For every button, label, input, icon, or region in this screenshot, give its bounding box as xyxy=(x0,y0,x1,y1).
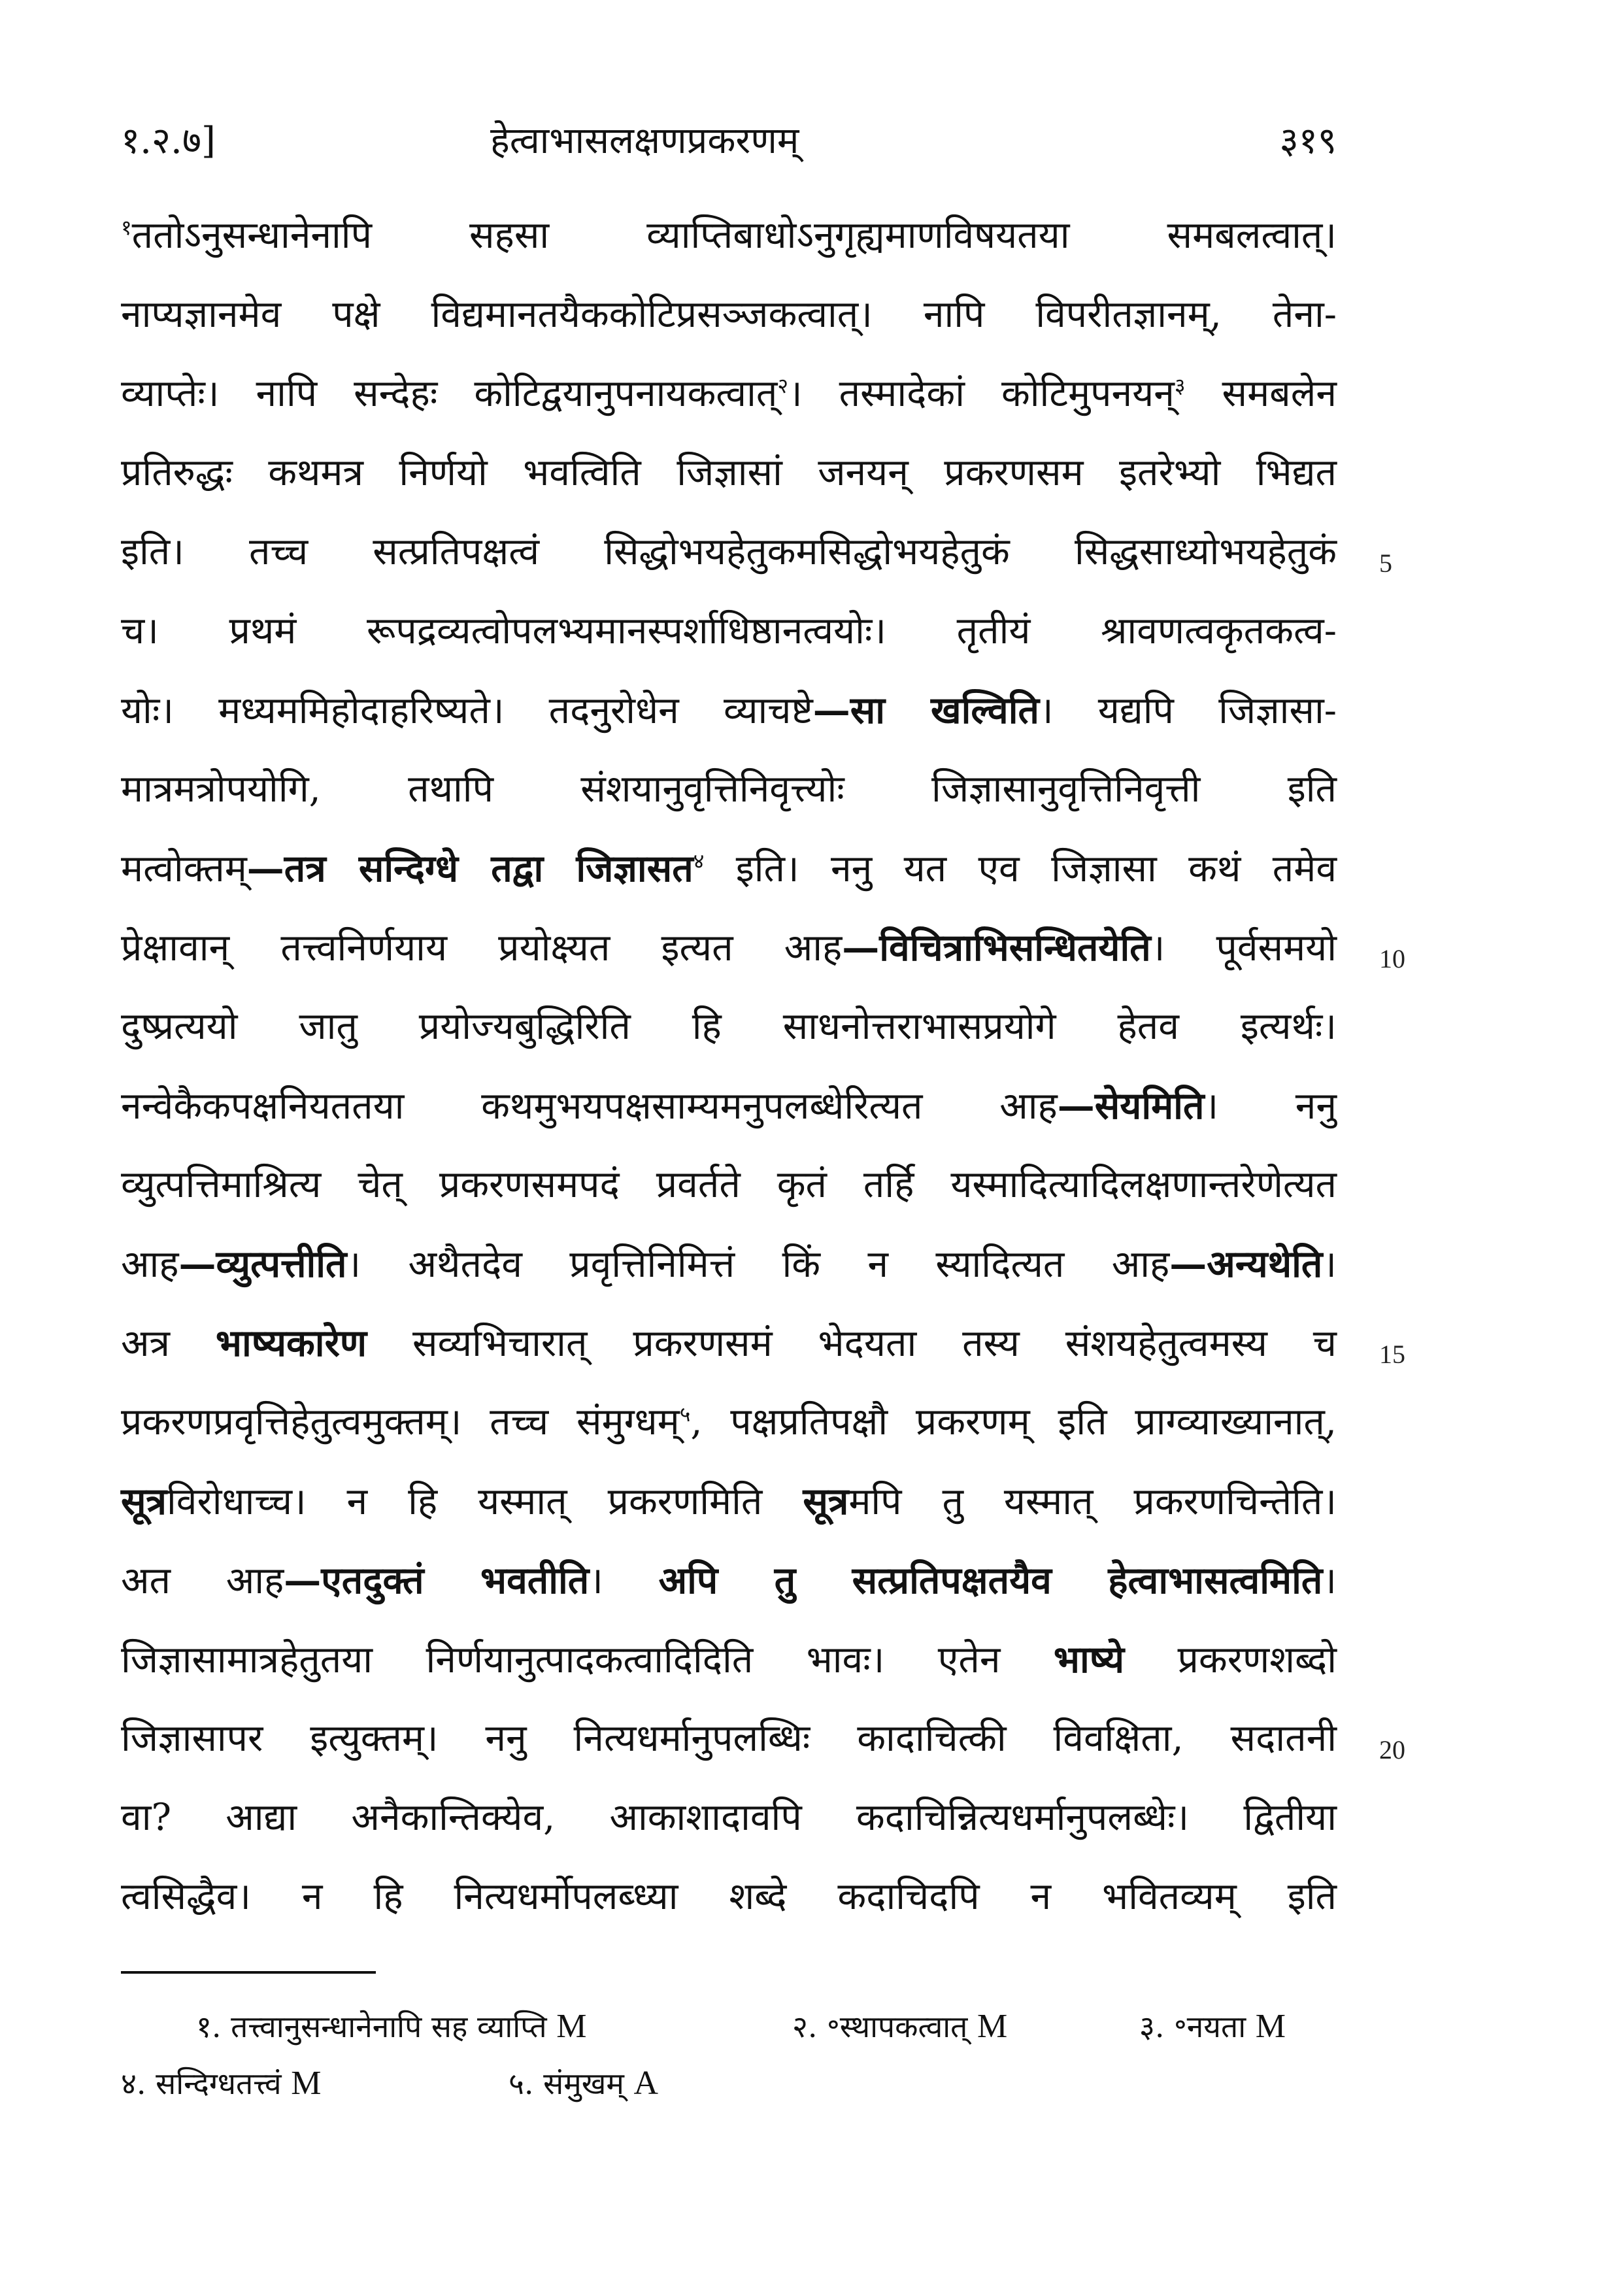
text-segment: । xyxy=(1322,1243,1337,1286)
text-segment: आह xyxy=(121,1243,179,1286)
chapter-title: हेत्वाभासलक्षणप्रकरणम् xyxy=(490,120,799,162)
footnote-text: २. ॰स्थापकत्वात् xyxy=(792,2009,968,2044)
text-segment: मपि तु यस्मात् प्रकरणचिन्तेति। xyxy=(848,1480,1337,1523)
line-number-10: 10 xyxy=(1379,944,1405,973)
text-segment: त्वसिद्धैव। न हि नित्यधर्मोपलब्ध्या शब्दे कदाचिदपि न भवितव्यम् इति xyxy=(121,1875,1337,1918)
text-line xyxy=(121,908,1337,987)
text-segment: । ननु xyxy=(1204,1085,1337,1128)
quoted-sutra-text: भाष्ये xyxy=(1053,1638,1125,1681)
quoted-sutra-text: —सेयमिति xyxy=(1057,1084,1205,1128)
text-line xyxy=(121,1224,1337,1304)
manuscript-siglum: A xyxy=(633,2065,659,2102)
text-segment: इति। ननु यत एव जिज्ञासा कथं तमेव xyxy=(704,847,1337,890)
text-segment: । यद्यपि जिज्ञासा- xyxy=(1039,689,1337,732)
footnote-3 xyxy=(1139,2006,1286,2046)
text-segment: प्रकरणशब्दो xyxy=(1124,1638,1337,1681)
text-segment: दुष्प्रत्ययो जातु प्रयोज्यबुद्धिरिति हि साधनोत्तराभासप्रयोगे हेतव इत्यर्थः। xyxy=(121,1005,1337,1048)
text-line xyxy=(121,1066,1337,1145)
text-segment: व्युत्पत्तिमाश्रित्य चेत् प्रकरणसमपदं प्रवर्तते कृतं तर्हि यस्मादित्यादिलक्षणान्तरेणेत्यत xyxy=(121,1163,1337,1206)
text-segment: , पक्षप्रतिपक्षौ प्रकरणम् इति प्राग्व्याख्यानात्, xyxy=(690,1400,1337,1443)
text-segment: अत आह xyxy=(121,1559,284,1602)
footnote-text: ४. सन्दिग्धतत्त्वं xyxy=(121,2066,282,2101)
text-segment: मत्वोक्तम् xyxy=(121,847,247,890)
quoted-sutra-text: —व्युत्पत्तीति xyxy=(178,1242,347,1286)
text-line xyxy=(121,513,1337,592)
text-line xyxy=(121,829,1337,908)
quoted-sutra-text: —एतदुक्तं भवतीति xyxy=(284,1559,590,1602)
text-line xyxy=(121,1699,1337,1778)
footnote-1 xyxy=(196,2006,587,2046)
text-segment: प्रतिरुद्धः कथमत्र निर्णयो भवत्विति जिज्ञासां जनयन् प्रकरणसम इतरेभ्यो भिद्यत xyxy=(121,451,1337,494)
text-segment: । xyxy=(1322,1559,1337,1602)
page-number: ३१९ xyxy=(1279,120,1337,162)
text-segment: च। प्रथमं रूपद्रव्यत्वोपलभ्यमानस्पर्शाधिष्ठानत्वयोः। तृतीयं श्रावणत्वकृतकत्व- xyxy=(121,609,1337,652)
text-line xyxy=(121,671,1337,750)
text-segment: । अथैतदेव प्रवृत्तिनिमित्तं किं न स्यादित्यत आह xyxy=(346,1243,1170,1286)
footnote-marker: ४ xyxy=(693,849,705,873)
quoted-sutra-text: सूत्र xyxy=(121,1479,167,1523)
footnote-marker: ५ xyxy=(679,1402,691,1427)
text-segment: व्याप्तेः। नापि सन्देहः कोटिद्वयानुपनायकत्वात् xyxy=(121,372,778,415)
text-segment: मात्रमत्रोपयोगि, तथापि संशयानुवृत्तिनिवृत्त्योः जिज्ञासानुवृत्तिनिवृत्ती इति xyxy=(121,768,1337,811)
text-segment: सव्यभिचारात् प्रकरणसमं भेदयता तस्य संशयहेतुत्वमस्य च xyxy=(367,1322,1337,1365)
footnote-5 xyxy=(509,2063,658,2103)
line-number-20: 20 xyxy=(1379,1735,1405,1764)
footnote-marker: २ xyxy=(777,373,788,398)
text-line xyxy=(121,1857,1337,1936)
text-segment: जिज्ञासापर इत्युक्तम्। ननु नित्यधर्मानुपलब्धिः कादाचित्की विवक्षिता, सदातनी xyxy=(121,1717,1337,1760)
text-segment: जिज्ञासामात्रहेतुतया निर्णयानुत्पादकत्वादिदिति भावः। एतेन xyxy=(121,1638,1054,1681)
footnote-2 xyxy=(792,2006,1007,2046)
text-segment: । तस्मादेकां कोटिमुपनयन् xyxy=(788,372,1175,415)
quoted-sutra-text: भाष्यकारेण xyxy=(215,1321,367,1365)
text-line xyxy=(121,433,1337,513)
quoted-sutra-text: —विचित्राभिसन्धितयेति xyxy=(842,926,1151,970)
text-segment: । xyxy=(589,1559,659,1602)
manuscript-siglum: M xyxy=(291,2065,322,2102)
text-segment: विरोधाच्च। न हि यस्मात् प्रकरणमिति xyxy=(167,1480,803,1523)
footnote-text: ३. ॰नयता xyxy=(1139,2009,1246,2044)
running-header xyxy=(121,114,1337,173)
text-segment: इति। तच्च सत्प्रतिपक्षत्वं सिद्धोभयहेतुकमसिद्धोभयहेतुकं सिद्धसाध्योभयहेतुकं xyxy=(121,530,1337,573)
footnote-text: १. तत्त्वानुसन्धानेनापि सह व्याप्ति xyxy=(196,2009,547,2044)
footnote-marker: ३ xyxy=(1174,373,1186,398)
quoted-sutra-text: सूत्र xyxy=(803,1479,849,1523)
text-segment: प्रेक्षावान् तत्त्वनिर्णयाय प्रयोक्ष्यत इत्यत आह xyxy=(121,926,843,970)
text-line xyxy=(121,1541,1337,1620)
text-line xyxy=(121,1462,1337,1541)
line-number-15: 15 xyxy=(1379,1340,1405,1369)
manuscript-siglum: M xyxy=(977,2008,1008,2045)
text-line xyxy=(121,275,1337,354)
text-line xyxy=(121,592,1337,671)
text-line xyxy=(121,1620,1337,1699)
text-segment: ततोऽनुसन्धानेनापि सहसा व्याप्तिबाधोऽनुगृह्यमाणविषयतया समबलत्वात्। xyxy=(131,214,1337,257)
footnote-4 xyxy=(121,2063,321,2103)
text-line xyxy=(121,1304,1337,1383)
section-reference: १.२.७] xyxy=(121,120,216,162)
manuscript-siglum: M xyxy=(556,2008,587,2045)
text-line xyxy=(121,1383,1337,1462)
footnote-text: ५. संमुखम् xyxy=(509,2066,624,2101)
text-segment: समबलेन xyxy=(1185,372,1337,415)
quoted-sutra-text: —अन्यथेति xyxy=(1169,1242,1323,1286)
footnote-separator xyxy=(121,1971,376,1974)
text-line xyxy=(121,354,1337,433)
commentary-text xyxy=(121,196,1337,1936)
text-line xyxy=(121,750,1337,829)
text-line xyxy=(121,1145,1337,1224)
text-segment: अत्र xyxy=(121,1322,216,1365)
quoted-sutra-text: अपि तु सत्प्रतिपक्षतयैव हेत्वाभासत्वमिति xyxy=(658,1559,1323,1602)
text-line xyxy=(121,196,1337,275)
quoted-sutra-text: —सा खल्विति xyxy=(812,688,1039,732)
text-segment: योः। मध्यममिहोदाहरिष्यते। तदनुरोधेन व्याचष्टे xyxy=(121,689,813,732)
footnote-marker: १ xyxy=(121,215,132,240)
text-line xyxy=(121,987,1337,1066)
text-segment: नाप्यज्ञानमेव पक्षे विद्यमानतयैककोटिप्रसञ्जकत्वात्। नापि विपरीतज्ञानम्, तेना- xyxy=(121,293,1337,336)
quoted-sutra-text: —तत्र सन्दिग्धे तद्वा जिज्ञासत xyxy=(246,847,694,890)
manuscript-siglum: M xyxy=(1255,2008,1286,2045)
text-segment: नन्वेकैकपक्षनियततया कथमुभयपक्षसाम्यमनुपलब्धेरित्यत आह xyxy=(121,1085,1058,1128)
text-segment: वा? आद्या अनैकान्तिक्येव, आकाशादावपि कदाचिन्नित्यधर्मानुपलब्धेः। द्वितीया xyxy=(121,1796,1337,1839)
text-line xyxy=(121,1778,1337,1857)
text-segment: । पूर्वसमयो xyxy=(1150,926,1337,970)
text-segment: प्रकरणप्रवृत्तिहेतुत्वमुक्तम्। तच्च संमुग्धम् xyxy=(121,1400,680,1443)
line-number-5: 5 xyxy=(1379,549,1392,578)
